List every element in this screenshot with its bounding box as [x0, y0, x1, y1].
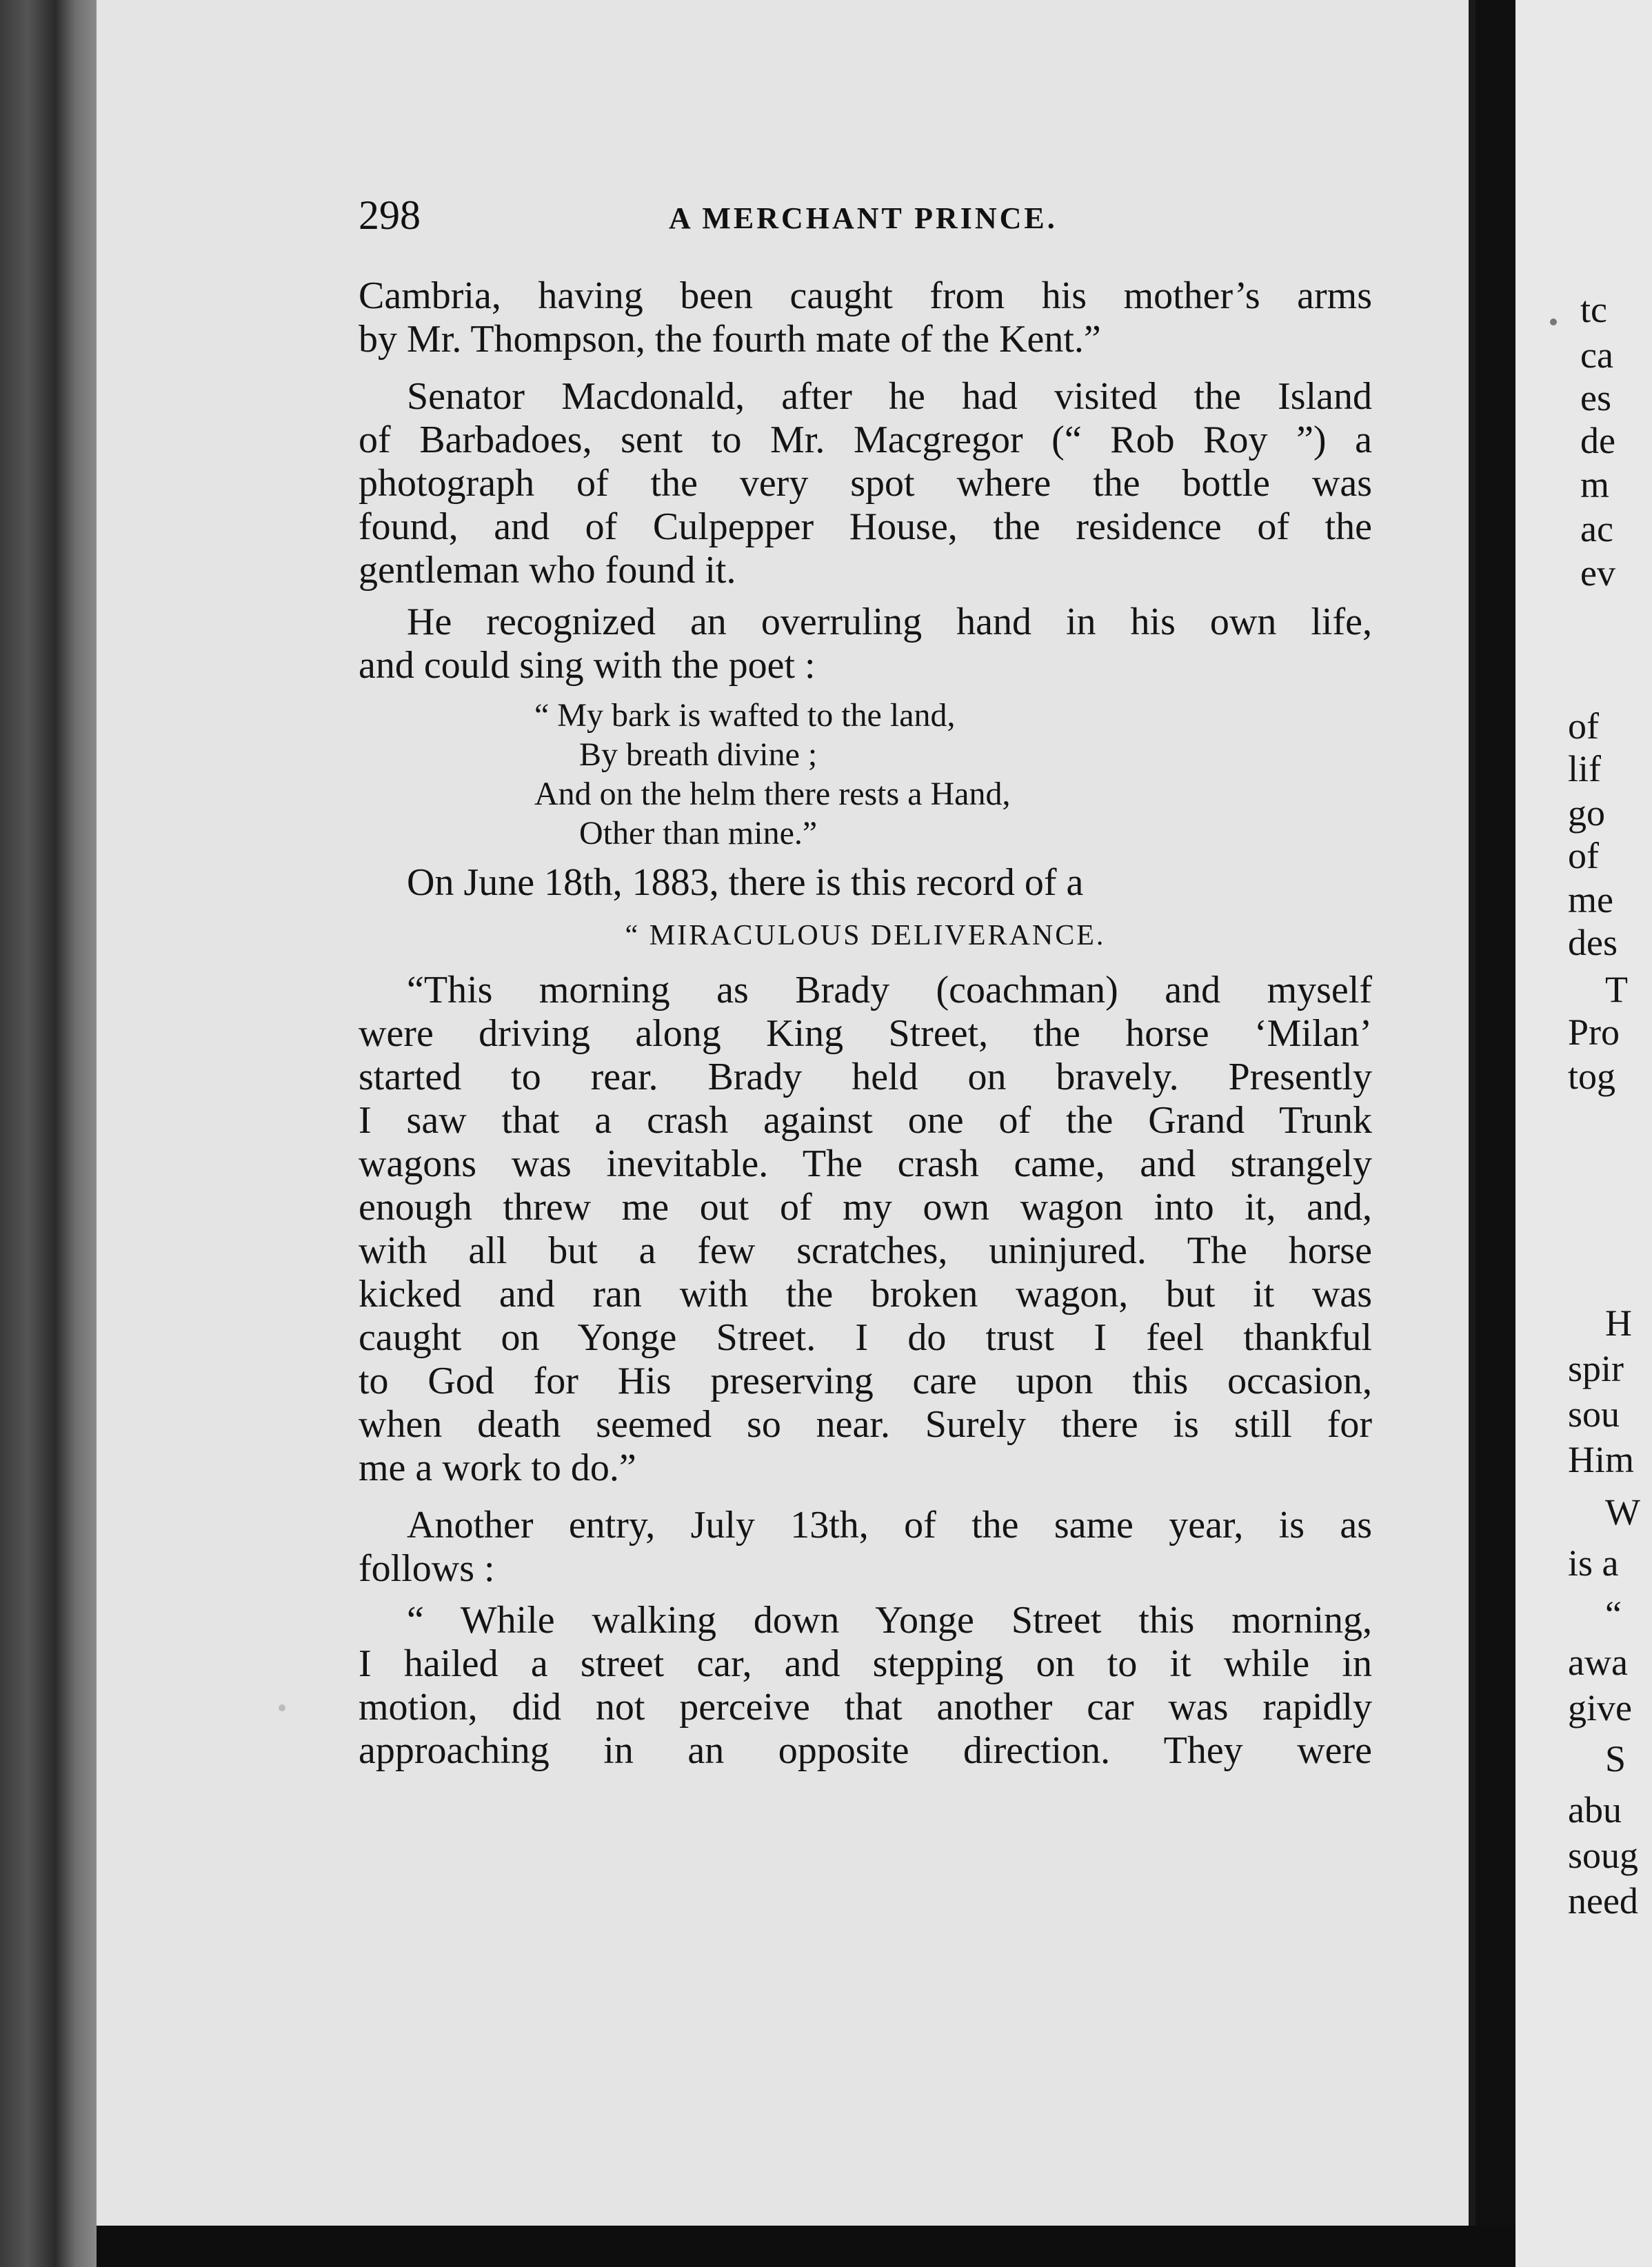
fragment: of: [1568, 705, 1599, 747]
text-line: approaching in an opposite direction. They were: [359, 1729, 1372, 1772]
text-line: “ While walking down Yonge Street this morning,: [407, 1599, 1372, 1642]
fragment: ac: [1580, 508, 1613, 550]
text-line: follows :: [359, 1547, 495, 1590]
text-line: and could sing with the poet :: [359, 644, 816, 687]
fragment: tc: [1580, 289, 1607, 330]
fragment: of: [1568, 835, 1599, 876]
right-page-fragments: [1515, 0, 1652, 2267]
fragment: awa: [1568, 1642, 1628, 1683]
text-line: caught on Yonge Street. I do trust I feel thankful: [359, 1316, 1372, 1359]
text-line: motion, did not perceive that another car was rapidly: [359, 1686, 1372, 1729]
scan-speck: [1550, 319, 1557, 325]
text-line: wagons was inevitable. The crash came, and strangely: [359, 1142, 1372, 1185]
text-line: kicked and ran with the broken wagon, but it was: [359, 1273, 1372, 1316]
verse-line: Other than mine.”: [579, 815, 818, 852]
page-header: [359, 188, 1372, 243]
text-line: Another entry, July 13th, of the same year, is as: [407, 1504, 1372, 1546]
text-line: me a work to do.”: [359, 1447, 636, 1489]
text-line: On June 18th, 1883, there is this record of a: [407, 861, 1084, 904]
fragment: Him: [1568, 1439, 1635, 1480]
text-line: enough threw me out of my own wagon into it, and,: [359, 1186, 1372, 1229]
fragment: soug: [1568, 1835, 1639, 1876]
fragment: es: [1580, 377, 1611, 419]
paragraph-2: [359, 375, 1372, 592]
fragment: “: [1605, 1593, 1622, 1635]
paragraph-1: [359, 274, 1372, 361]
verse-quote: [534, 696, 1372, 853]
text-line: found, and of Culpepper House, the residence of the: [359, 505, 1372, 548]
fragment: ev: [1580, 552, 1615, 594]
text-line: Senator Macdonald, after he had visited the Island: [407, 375, 1372, 418]
text-line: were driving along King Street, the horse ‘Milan’: [359, 1012, 1372, 1055]
text-line: photograph of the very spot where the bottle was: [359, 462, 1372, 505]
text-line: I saw that a crash against one of the Grand Trunk: [359, 1099, 1372, 1142]
fragment: me: [1568, 879, 1613, 920]
text-line: with all but a few scratches, uninjured. The horse: [359, 1229, 1372, 1272]
body-text: [359, 274, 1372, 1773]
verse-line: And on the helm there rests a Hand,: [534, 776, 1011, 812]
fragment: ca: [1580, 334, 1613, 376]
paragraph-4: [359, 861, 1372, 905]
page-bottom-shadow: [97, 2226, 1515, 2267]
running-head: A MERCHANT PRINCE.: [669, 201, 1058, 235]
fragment: des: [1568, 922, 1618, 963]
text-line: started to rear. Brady held on bravely. Presently: [359, 1056, 1372, 1098]
fragment: T: [1605, 969, 1628, 1010]
paragraph-5: [359, 969, 1372, 1490]
fragment: H: [1605, 1302, 1632, 1344]
fragment: need: [1568, 1880, 1638, 1922]
text-line: by Mr. Thompson, the fourth mate of the Kent.”: [359, 318, 1101, 361]
fragment: is a: [1568, 1542, 1619, 1584]
fragment: W: [1605, 1491, 1640, 1533]
paragraph-7: [359, 1599, 1372, 1773]
fragment: give: [1568, 1687, 1632, 1729]
text-line: He recognized an overruling hand in his own life,: [407, 601, 1372, 643]
fragment: spir: [1568, 1348, 1624, 1389]
paragraph-6: [359, 1504, 1372, 1591]
text-line: I hailed a street car, and stepping on to it while in: [359, 1642, 1372, 1685]
verse-line: By breath divine ;: [579, 736, 818, 773]
text-line: “This morning as Brady (coachman) and myself: [407, 969, 1372, 1011]
text-line: of Barbadoes, sent to Mr. Macgregor (“ Rob Roy ”) a: [359, 419, 1372, 461]
fragment: de: [1580, 420, 1615, 461]
verse-line: “ My bark is wafted to the land,: [534, 697, 956, 734]
text-line: gentleman who found it.: [359, 549, 736, 592]
scan-speck: [279, 1704, 285, 1711]
section-subhead: “ MIRACULOUS DELIVERANCE.: [625, 920, 1106, 951]
fragment: S: [1605, 1738, 1626, 1780]
book-gutter: [0, 0, 97, 2267]
fragment: go: [1568, 792, 1605, 834]
text-line: Cambria, having been caught from his mother’s arms: [359, 274, 1372, 317]
fragment: abu: [1568, 1789, 1622, 1831]
fragment: Pro: [1568, 1011, 1620, 1053]
text-line: to God for His preserving care upon this occasion,: [359, 1360, 1372, 1402]
fragment: lif: [1568, 748, 1601, 789]
fragment: sou: [1568, 1393, 1620, 1435]
fragment: tog: [1568, 1056, 1616, 1097]
text-line: when death seemed so near. Surely there is still for: [359, 1403, 1372, 1446]
right-page: [1515, 0, 1652, 2267]
page-number: 298: [359, 192, 421, 238]
paragraph-3: [359, 601, 1372, 687]
fragment: m: [1580, 464, 1610, 505]
